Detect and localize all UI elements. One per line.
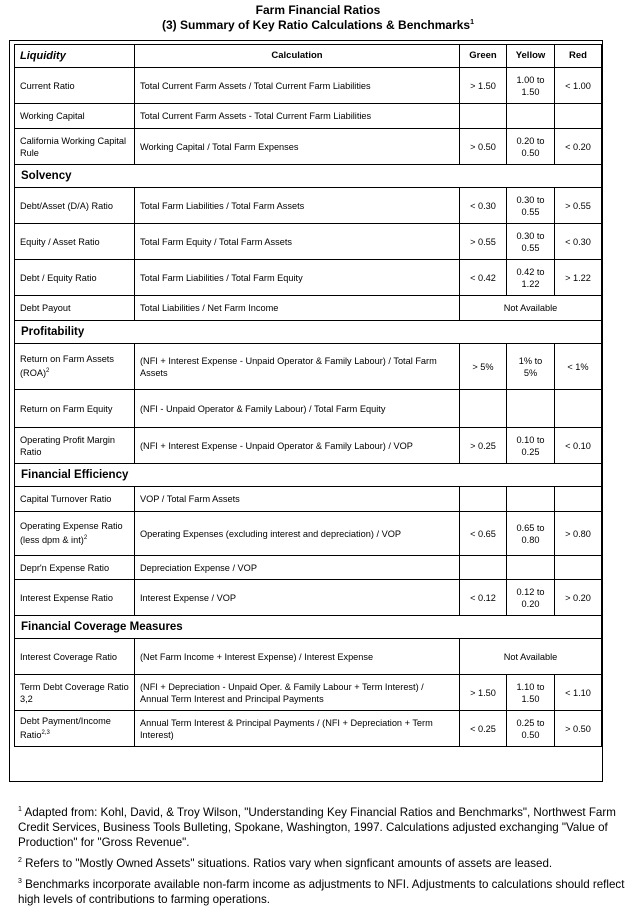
footnote-text: Benchmarks incorporate available non-farm income as adjustments to NFI. Adjustments to calculations should reflect high levels of contributions to farming operations. xyxy=(18,877,625,906)
ratio-name-text: Current Ratio xyxy=(20,80,75,91)
ratio-footnote-ref: 2 xyxy=(83,535,88,542)
benchmark-red xyxy=(555,104,602,129)
table-row xyxy=(15,675,602,711)
benchmark-yellow: 1% to 5% xyxy=(507,344,555,390)
footnote-number: 1 xyxy=(18,806,22,813)
ratio-name-text: Equity / Asset Ratio xyxy=(20,236,100,247)
footnote xyxy=(18,853,632,871)
footnote xyxy=(18,802,632,850)
ratio-name-text: Interest Coverage Ratio xyxy=(20,651,118,662)
ratio-name xyxy=(15,487,135,512)
ratio-name-text: Debt/Asset (D/A) Ratio xyxy=(20,200,113,211)
section-efficiency: Financial Efficiency xyxy=(15,464,602,487)
benchmark-green: > 5% xyxy=(460,344,507,390)
table-row xyxy=(15,580,602,616)
benchmark-green: < 0.30 xyxy=(460,188,507,224)
ratio-name xyxy=(15,344,135,390)
ratio-calculation: Interest Expense / VOP xyxy=(135,580,460,616)
benchmark-red xyxy=(555,487,602,512)
table-row xyxy=(15,296,602,321)
benchmark-green: < 0.12 xyxy=(460,580,507,616)
section-profitability: Profitability xyxy=(15,321,602,344)
ratio-name xyxy=(15,556,135,580)
ratio-calculation: (NFI + Interest Expense - Unpaid Operator & Family Labour) / Total Farm Assets xyxy=(135,344,460,390)
section-coverage: Financial Coverage Measures xyxy=(15,616,602,639)
benchmark-green xyxy=(460,487,507,512)
not-available: Not Available xyxy=(460,296,602,321)
benchmark-red: > 0.55 xyxy=(555,188,602,224)
benchmark-green: > 0.50 xyxy=(460,129,507,165)
benchmark-yellow: 0.20 to 0.50 xyxy=(507,129,555,165)
table-row xyxy=(15,711,602,747)
ratio-calculation: Total Current Farm Assets - Total Current Farm Liabilities xyxy=(135,104,460,129)
section-row xyxy=(15,165,602,188)
ratio-name-text: Interest Expense Ratio xyxy=(20,592,113,603)
benchmark-yellow: 1.10 to 1.50 xyxy=(507,675,555,711)
benchmark-green xyxy=(460,104,507,129)
table-row xyxy=(15,344,602,390)
header-red: Red xyxy=(555,45,602,68)
benchmark-green: < 0.42 xyxy=(460,260,507,296)
ratio-name xyxy=(15,512,135,556)
ratio-calculation: Annual Term Interest & Principal Payments / (NFI + Depreciation + Term Interest) xyxy=(135,711,460,747)
ratio-name xyxy=(15,129,135,165)
benchmark-yellow xyxy=(507,487,555,512)
ratio-name xyxy=(15,639,135,675)
header-green: Green xyxy=(460,45,507,68)
header-row xyxy=(15,45,602,68)
footnotes xyxy=(18,802,632,910)
table-row xyxy=(15,224,602,260)
benchmark-red xyxy=(555,556,602,580)
benchmark-red: > 0.80 xyxy=(555,512,602,556)
benchmark-green: > 1.50 xyxy=(460,68,507,104)
section-row xyxy=(15,464,602,487)
benchmark-green: > 0.55 xyxy=(460,224,507,260)
ratio-name-text: Debt Payment/Income Ratio xyxy=(20,716,111,741)
section-liquidity: Liquidity xyxy=(15,45,135,68)
benchmark-green xyxy=(460,556,507,580)
footnote-number: 2 xyxy=(18,856,22,864)
section-row xyxy=(15,616,602,639)
benchmark-red: < 1% xyxy=(555,344,602,390)
benchmark-yellow: 0.30 to 0.55 xyxy=(507,188,555,224)
ratio-calculation: (NFI + Depreciation - Unpaid Oper. & Family Labour + Term Interest) / Annual Term Interest and Principal Payments xyxy=(135,675,460,711)
ratio-name-text: Operating Profit Margin Ratio xyxy=(20,434,115,457)
ratio-name xyxy=(15,68,135,104)
ratio-footnote-ref: 2 xyxy=(46,368,50,375)
ratio-name xyxy=(15,224,135,260)
ratio-name xyxy=(15,580,135,616)
ratio-calculation: (Net Farm Income + Interest Expense) / Interest Expense xyxy=(135,639,460,675)
ratio-calculation: Total Liabilities / Net Farm Income xyxy=(135,296,460,321)
benchmark-red: < 1.10 xyxy=(555,675,602,711)
benchmark-yellow xyxy=(507,556,555,580)
ratio-calculation: Total Current Farm Assets / Total Current Farm Liabilities xyxy=(135,68,460,104)
table-row xyxy=(15,188,602,224)
ratio-name-text: Return on Farm Equity xyxy=(20,403,113,414)
ratio-calculation: Total Farm Liabilities / Total Farm Equity xyxy=(135,260,460,296)
benchmark-yellow: 0.25 to 0.50 xyxy=(507,711,555,747)
benchmark-red: < 0.10 xyxy=(555,428,602,464)
header-calculation: Calculation xyxy=(135,45,460,68)
ratio-footnote-ref: 2,3 xyxy=(41,730,50,737)
ratio-calculation: Total Farm Liabilities / Total Farm Assets xyxy=(135,188,460,224)
header-yellow: Yellow xyxy=(507,45,555,68)
ratio-name xyxy=(15,296,135,321)
page-subtitle xyxy=(0,18,636,32)
ratio-name xyxy=(15,390,135,428)
benchmark-green: < 0.65 xyxy=(460,512,507,556)
ratio-name-text: Operating Expense Ratio (less dpm & int) xyxy=(20,521,123,546)
table-row xyxy=(15,260,602,296)
benchmark-green xyxy=(460,390,507,428)
benchmark-red xyxy=(555,390,602,428)
benchmark-yellow xyxy=(507,104,555,129)
ratio-calculation: Total Farm Equity / Total Farm Assets xyxy=(135,224,460,260)
ratio-name-text: Return on Farm Assets (ROA) xyxy=(20,354,114,379)
benchmark-yellow xyxy=(507,390,555,428)
table-row xyxy=(15,487,602,512)
ratio-name-text: Capital Turnover Ratio xyxy=(20,494,112,504)
subtitle-text: (3) Summary of Key Ratio Calculations & Benchmarks xyxy=(162,18,471,32)
table-row xyxy=(15,556,602,580)
section-solvency: Solvency xyxy=(15,165,602,188)
ratio-name xyxy=(15,260,135,296)
ratio-name-text: California Working Capital Rule xyxy=(20,135,127,158)
footnote xyxy=(18,874,632,907)
benchmark-green: > 0.25 xyxy=(460,428,507,464)
ratio-calculation: Working Capital / Total Farm Expenses xyxy=(135,129,460,165)
benchmark-yellow: 0.42 to 1.22 xyxy=(507,260,555,296)
footnote-number: 3 xyxy=(18,877,22,885)
ratio-table xyxy=(14,44,602,747)
table-row xyxy=(15,390,602,428)
benchmark-red: > 0.50 xyxy=(555,711,602,747)
ratio-name xyxy=(15,104,135,129)
benchmark-yellow: 0.65 to 0.80 xyxy=(507,512,555,556)
ratio-name-text: Debt / Equity Ratio xyxy=(20,272,97,283)
benchmark-yellow: 1.00 to 1.50 xyxy=(507,68,555,104)
table-row xyxy=(15,104,602,129)
not-available: Not Available xyxy=(460,639,602,675)
benchmark-red: < 0.30 xyxy=(555,224,602,260)
table-row xyxy=(15,129,602,165)
subtitle-footnote-ref: 1 xyxy=(470,19,474,26)
ratio-calculation: Operating Expenses (excluding interest and depreciation) / VOP xyxy=(135,512,460,556)
benchmark-red: < 0.20 xyxy=(555,129,602,165)
footnote-text: Refers to "Mostly Owned Assets" situations. Ratios vary when signficant amounts of assets are leased. xyxy=(25,856,553,870)
section-row xyxy=(15,321,602,344)
table-row xyxy=(15,512,602,556)
ratio-name xyxy=(15,675,135,711)
benchmark-yellow: 0.12 to 0.20 xyxy=(507,580,555,616)
benchmark-red: > 0.20 xyxy=(555,580,602,616)
benchmark-green: < 0.25 xyxy=(460,711,507,747)
ratio-name-text: Debt Payout xyxy=(20,303,71,313)
ratio-calculation: (NFI + Interest Expense - Unpaid Operator & Family Labour) / VOP xyxy=(135,428,460,464)
footnote-text: Adapted from: Kohl, David, & Troy Wilson, "Understanding Key Financial Ratios and Benchmarks", Northwest Farm Credit Services, Business Tools Bulleting, Spokane, Washington, 1997. Calculations adjusted exchanging "Value of Production" for "Gross Revenue". xyxy=(18,805,616,849)
ratio-calculation: VOP / Total Farm Assets xyxy=(135,487,460,512)
ratio-calculation: (NFI - Unpaid Operator & Family Labour) / Total Farm Equity xyxy=(135,390,460,428)
ratio-name xyxy=(15,188,135,224)
page-title: Farm Financial Ratios xyxy=(255,3,381,17)
ratio-name xyxy=(15,428,135,464)
benchmark-red: > 1.22 xyxy=(555,260,602,296)
ratio-calculation: Depreciation Expense / VOP xyxy=(135,556,460,580)
table-row xyxy=(15,428,602,464)
benchmark-green: > 1.50 xyxy=(460,675,507,711)
table-row xyxy=(15,639,602,675)
benchmark-red: < 1.00 xyxy=(555,68,602,104)
benchmark-yellow: 0.30 to 0.55 xyxy=(507,224,555,260)
ratio-name-text: Term Debt Coverage Ratio 3,2 xyxy=(20,681,129,704)
ratio-name-text: Depr'n Expense Ratio xyxy=(20,562,110,573)
ratio-name xyxy=(15,711,135,747)
ratio-name-text: Working Capital xyxy=(20,111,85,121)
benchmark-yellow: 0.10 to 0.25 xyxy=(507,428,555,464)
table-row xyxy=(15,68,602,104)
